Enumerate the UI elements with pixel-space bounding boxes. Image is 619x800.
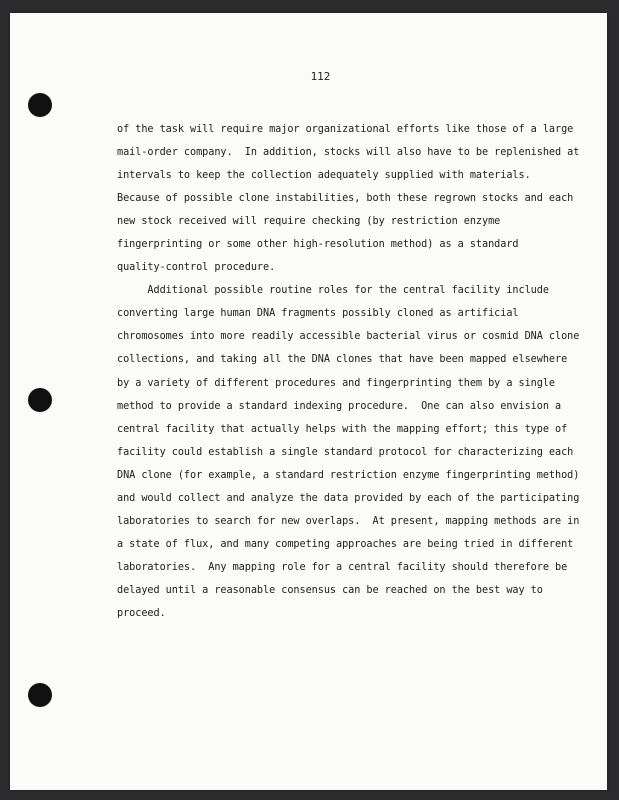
text-line: DNA clone (for example, a standard restriction enzyme fingerprinting method) — [117, 469, 580, 481]
text-line: facility could establish a single standard protocol for characterizing each — [117, 446, 574, 458]
punch-hole — [28, 93, 52, 117]
text-line: converting large human DNA fragments possibly cloned as artificial — [117, 308, 519, 320]
text-line: by a variety of different procedures and fingerprinting them by a single — [117, 377, 556, 389]
text-line: and would collect and analyze the data provided by each of the participating — [117, 492, 580, 504]
body-text — [117, 118, 580, 625]
text-line: proceed. — [117, 607, 166, 619]
text-line: laboratories to search for new overlaps. At present, mapping methods are in — [117, 515, 580, 527]
text-line: delayed until a reasonable consensus can be reached on the best way to — [117, 584, 543, 596]
paragraph — [117, 279, 580, 625]
punch-hole — [28, 388, 52, 412]
text-line: collections, and taking all the DNA clones that have been mapped elsewhere — [117, 354, 568, 366]
text-line: new stock received will require checking (by restriction enzyme — [117, 216, 501, 228]
paragraph — [117, 118, 580, 279]
text-line: Because of possible clone instabilities, both these regrown stocks and each — [117, 193, 574, 205]
text-line: intervals to keep the collection adequately supplied with materials. — [117, 170, 531, 182]
text-line: Additional possible routine roles for the central facility include — [117, 285, 549, 297]
text-line: central facility that actually helps with the mapping effort; this type of — [117, 423, 568, 435]
text-line: method to provide a standard indexing procedure. One can also envision a — [117, 400, 562, 412]
text-line: a state of flux, and many competing approaches are being tried in different — [117, 538, 574, 550]
document-page — [10, 13, 607, 790]
text-line: chromosomes into more readily accessible bacterial virus or cosmid DNA clone — [117, 331, 580, 343]
punch-hole — [28, 683, 52, 707]
text-line: fingerprinting or some other high-resolution method) as a standard — [117, 239, 519, 251]
text-line: laboratories. Any mapping role for a central facility should therefore be — [117, 561, 568, 573]
page-number: 112 — [310, 70, 331, 83]
text-line: mail-order company. In addition, stocks will also have to be replenished at — [117, 147, 580, 159]
text-line: quality-control procedure. — [117, 262, 276, 274]
text-line: of the task will require major organizational efforts like those of a large — [117, 124, 574, 135]
